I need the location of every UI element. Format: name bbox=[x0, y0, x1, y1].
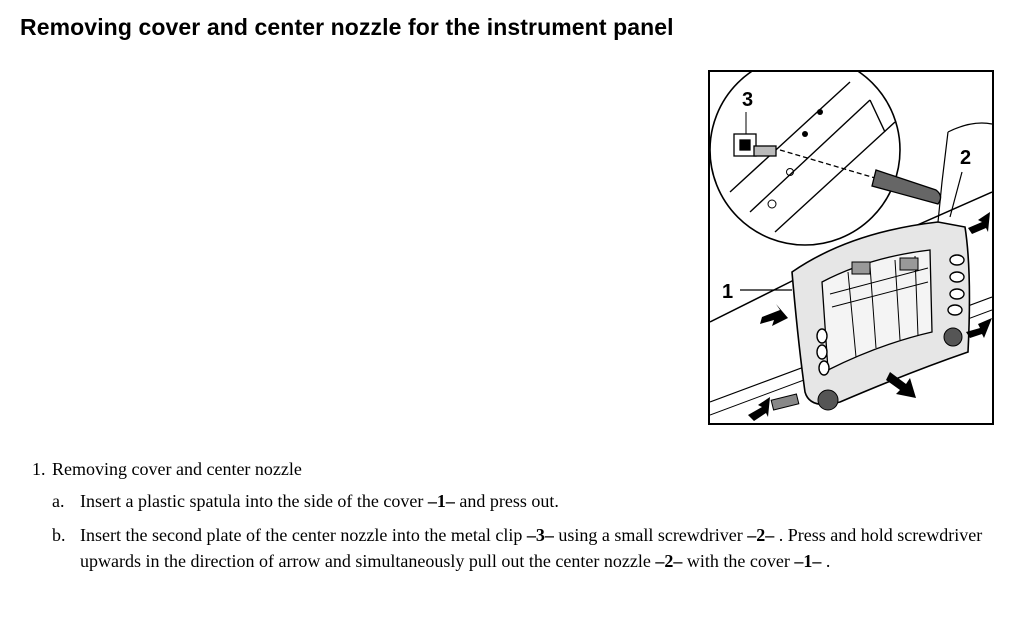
step-label: Removing cover and center nozzle bbox=[52, 459, 302, 479]
detail-hole bbox=[817, 109, 823, 115]
step-1 bbox=[32, 456, 992, 482]
removed-nozzle-piece bbox=[771, 394, 799, 410]
substep-letter: a. bbox=[52, 491, 65, 511]
part-reference: –3– bbox=[526, 525, 554, 545]
page-title: Removing cover and center nozzle for the instrument panel bbox=[20, 14, 674, 40]
knob-left bbox=[818, 390, 838, 410]
callout-2: 2 bbox=[960, 147, 972, 169]
substep-text bbox=[80, 522, 992, 574]
panel-side bbox=[938, 132, 948, 222]
substep-b bbox=[52, 522, 992, 574]
text-run: using a small screwdriver bbox=[553, 525, 748, 545]
text-run: Insert the second plate of the center nozzle into the metal clip bbox=[80, 525, 527, 545]
illustration-drawing bbox=[710, 72, 992, 423]
callout-3: 3 bbox=[742, 89, 754, 111]
arrow-icon bbox=[760, 304, 788, 326]
part-reference: –1– bbox=[794, 551, 822, 571]
text-run: Insert a plastic spatula into the side of the cover bbox=[80, 491, 428, 511]
text-run: . bbox=[821, 551, 831, 571]
substep-a bbox=[52, 488, 992, 514]
part-reference: –2– bbox=[655, 551, 683, 571]
text-run: and press out. bbox=[454, 491, 559, 511]
knob-right bbox=[944, 328, 962, 346]
callout-2-leader bbox=[950, 172, 962, 217]
callout-1: 1 bbox=[722, 281, 734, 303]
arrow-icon bbox=[968, 212, 990, 234]
part-reference: –1– bbox=[427, 491, 455, 511]
detail-hole bbox=[802, 131, 808, 137]
part-reference: –2– bbox=[747, 525, 775, 545]
nozzle-knob bbox=[852, 262, 870, 274]
switch-buttons-left bbox=[817, 329, 829, 375]
substep-letter: b. bbox=[52, 525, 66, 545]
panel-corner bbox=[948, 123, 992, 132]
text-run: with the cover bbox=[682, 551, 795, 571]
procedure-steps bbox=[32, 456, 992, 574]
substep-text bbox=[80, 488, 640, 514]
detail-magnifier bbox=[710, 72, 900, 245]
nozzle-knob-right bbox=[900, 258, 918, 270]
step-number: 1. bbox=[32, 459, 46, 479]
text-run: . Press and hold screwdriver upwards in the direction of arrow and simultaneously pull out the center nozzle bbox=[80, 525, 983, 571]
arrow-icon bbox=[748, 397, 770, 421]
instrument-panel-illustration bbox=[708, 70, 994, 425]
